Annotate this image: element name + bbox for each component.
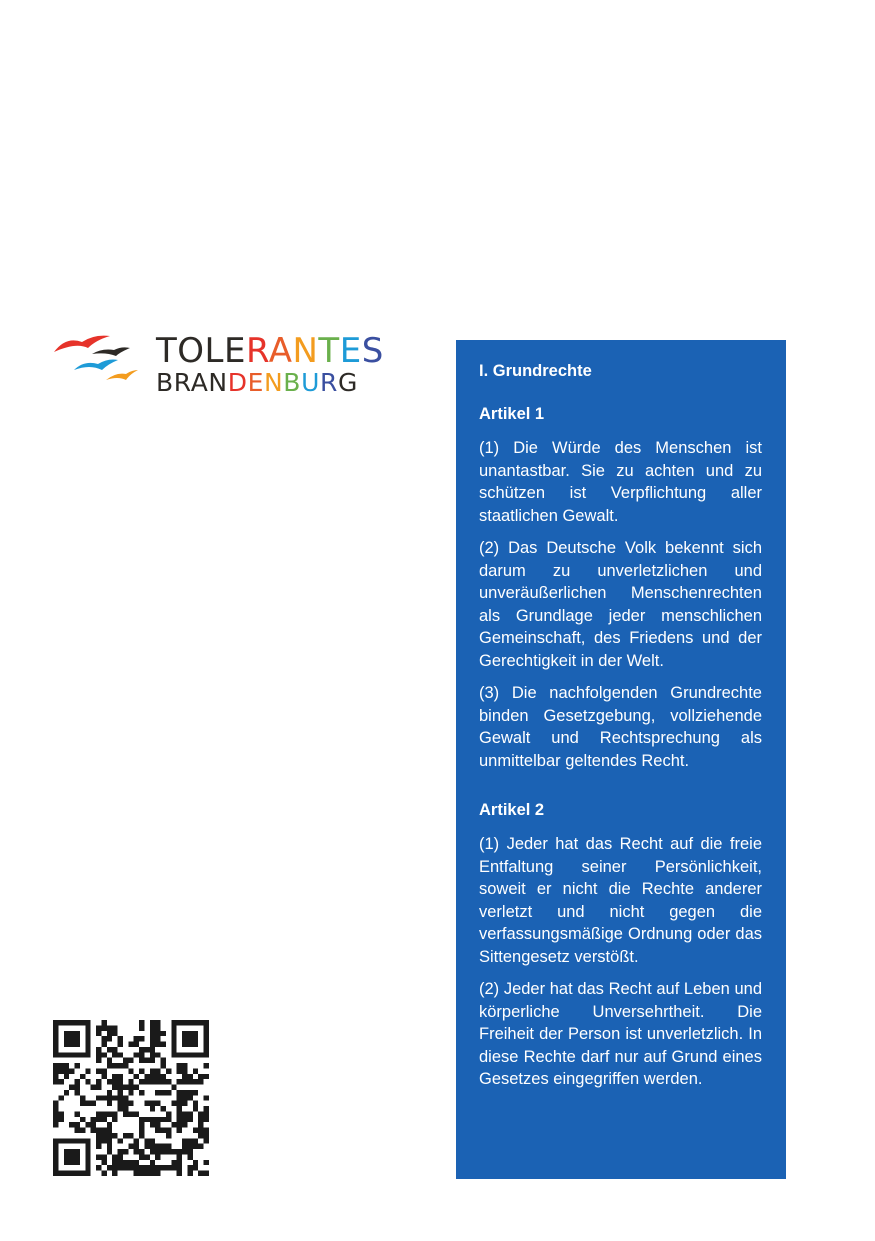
logo-line-brandenburg: BRANDENBURG: [156, 368, 358, 397]
section-title: I. Grundrechte: [479, 362, 592, 380]
article-title: Artikel 1: [479, 405, 545, 423]
article-paragraph: (1) Die Würde des Menschen ist unantastbar. Sie zu achten und zu schützen ist Verpflichtung aller staatlichen Gewalt.: [479, 439, 762, 525]
article-paragraph: (1) Jeder hat das Recht auf die freie Entfaltung seiner Persönlichkeit, soweit er nicht die Rechte anderer verletzt und nicht gegen die verfassungsmäßige Ordnung oder das Sittengesetz verstößt.: [479, 835, 762, 966]
tolerantes-brandenburg-logo: [52, 330, 382, 410]
grundrechte-panel: [456, 340, 786, 1179]
birds-logo-icon: [52, 330, 142, 390]
article-paragraph: (2) Jeder hat das Recht auf Leben und körperliche Unversehrtheit. Die Freiheit der Person ist unverletzlich. In diese Rechte darf nur auf Grund eines Gesetzes eingegriffen werden.: [479, 980, 762, 1088]
article-1: [479, 403, 762, 772]
article-paragraph: (2) Das Deutsche Volk bekennt sich darum zu unverletzlichen und unveräußerlichen Menschenrechten als Grundlage jeder menschlichen Gemeinschaft, des Friedens und der Gerechtigkeit in der Welt.: [479, 539, 762, 670]
logo-line-tolerantes: TOLERANTES: [156, 331, 384, 371]
article-paragraph: (3) Die nachfolgenden Grundrechte binden Gesetzgebung, vollziehende Gewalt und Rechtsprechung als unmittelbar geltendes Recht.: [479, 684, 762, 770]
article-title: Artikel 2: [479, 801, 545, 819]
article-2: [479, 799, 762, 1091]
logo-wordmark: [156, 331, 384, 397]
qr-code: [53, 1020, 209, 1176]
